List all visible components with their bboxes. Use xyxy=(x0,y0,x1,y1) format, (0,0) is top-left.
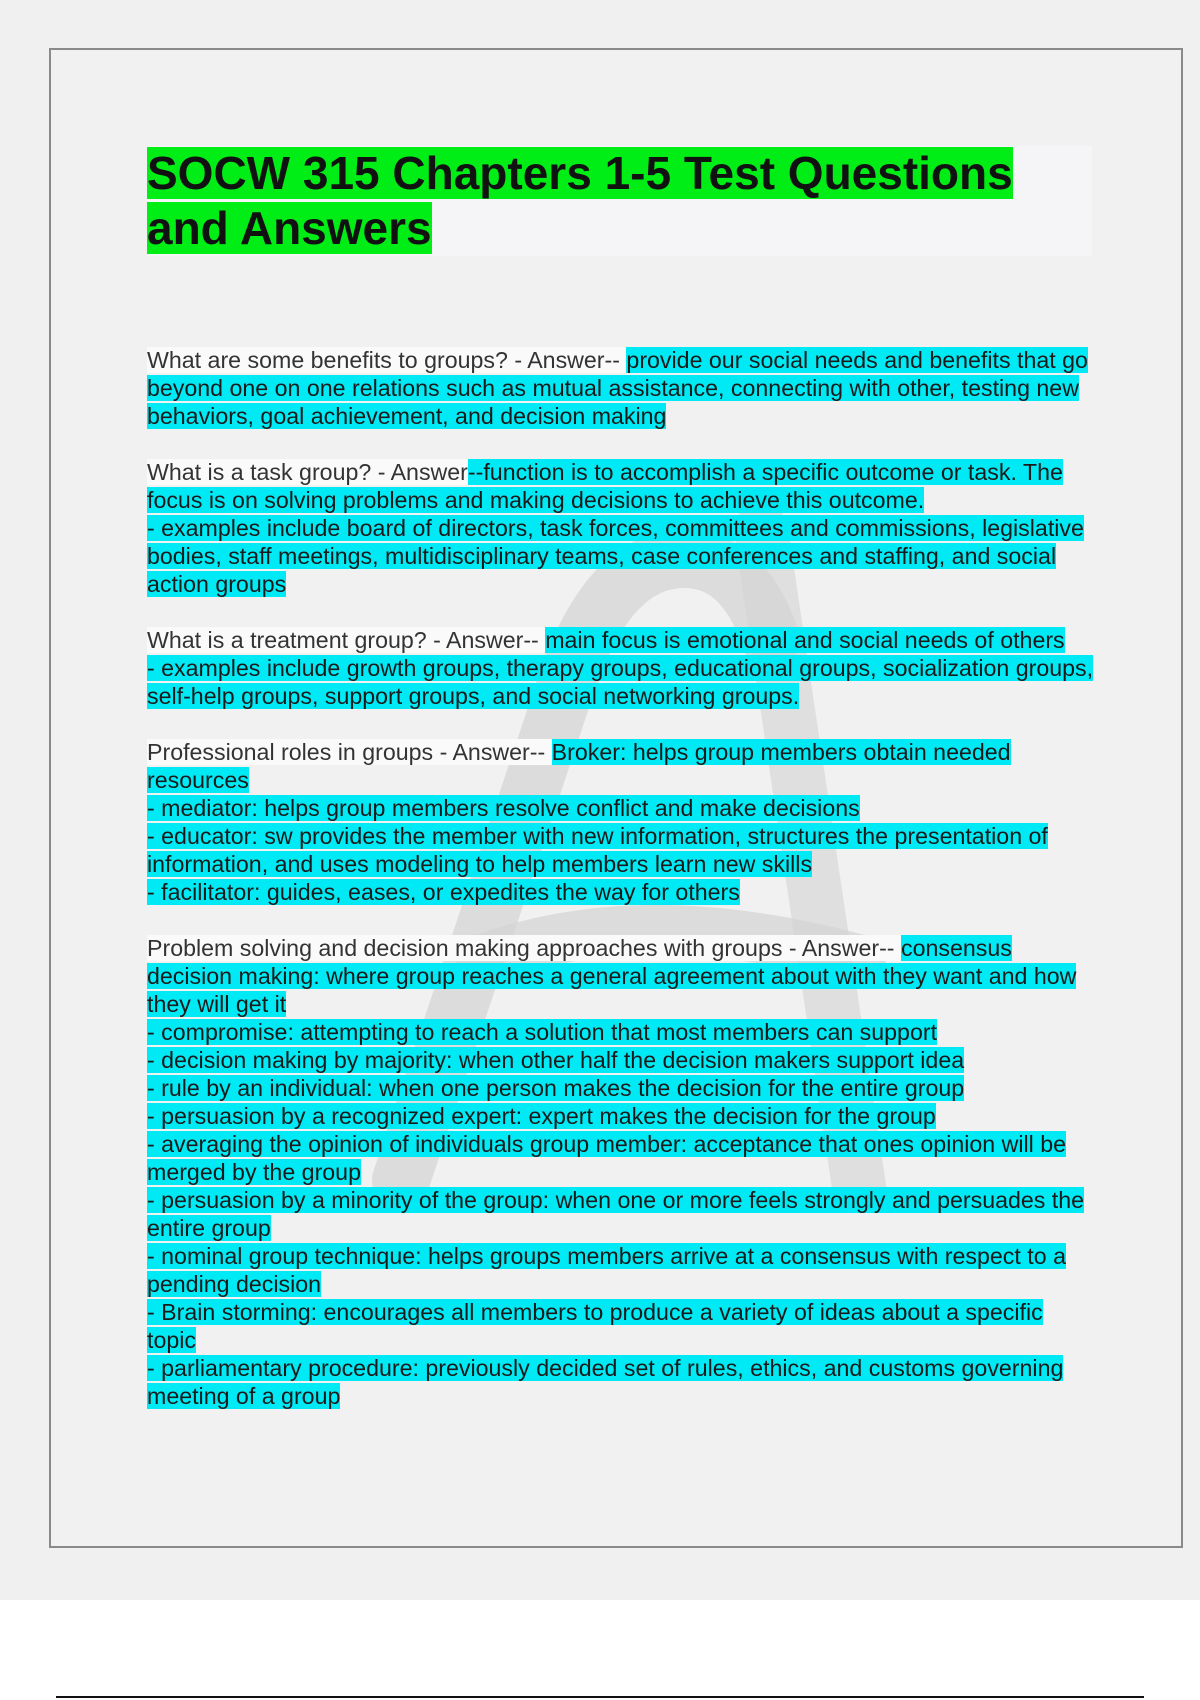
document-page xyxy=(49,48,1183,1548)
answer-text: main focus is emotional and social needs of others - examples include growth groups, therapy groups, educational groups, socialization groups, self-help groups, support groups, and social networking groups. xyxy=(147,627,1094,709)
question-text: What is a treatment group? - Answer-- xyxy=(147,627,546,653)
title-block xyxy=(147,146,1092,256)
qa-item-decision-making xyxy=(147,934,1097,1410)
question-text: Problem solving and decision making approaches with groups - Answer-- xyxy=(147,935,901,961)
qa-item-professional-roles xyxy=(147,738,1097,906)
answer-text: provide our social needs and benefits that go beyond one on one relations such as mutual assistance, connecting with other, testing new behaviors, goal achievement, and decision making xyxy=(147,347,1088,429)
question-text: Professional roles in groups - Answer-- xyxy=(147,739,552,765)
qa-list xyxy=(147,346,1097,1410)
qa-item-treatment-group xyxy=(147,626,1097,710)
answer-text: Broker: helps group members obtain needed resources - mediator: helps group members resolve conflict and make decisions - educator: sw provides the member with new information, structures the presentation of information, and uses modeling to help members learn new skills - facilitator: guides, eases, or expedites the way for others xyxy=(147,739,1048,905)
question-text: What is a task group? - Answer xyxy=(147,459,468,485)
qa-item-benefits xyxy=(147,346,1097,430)
answer-text: --function is to accomplish a specific outcome or task. The focus is on solving problems and making decisions to achieve this outcome. - examples include board of directors, task forces, committees and commissions, legislative bodies, staff meetings, multidisciplinary teams, case conferences and staffing, and social action groups xyxy=(147,459,1084,597)
question-text: What are some benefits to groups? - Answer-- xyxy=(147,347,627,373)
next-page-edge xyxy=(56,1696,1144,1698)
answer-text: consensus decision making: where group reaches a general agreement about with they want and how they will get it - compromise: attempting to reach a solution that most members can support - decision making by majority: when other half the decision makers support idea - rule by an individual: when one person makes the decision for the entire group - persuasion by a recognized expert: expert makes the decision for the group - averaging the opinion of individuals group member: acceptance that ones opinion will be merged by the group - persuasion by a minority of the group: when one or more feels strongly and persuades the entire group - nominal group technique: helps groups members arrive at a consensus with respect to a pending decision - Brain storming: encourages all members to produce a variety of ideas about a specific topic - parliamentary procedure: previously decided set of rules, ethics, and customs governing meeting of a group xyxy=(147,935,1085,1409)
document-title: SOCW 315 Chapters 1-5 Test Questions and Answers xyxy=(147,147,1013,254)
qa-item-task-group xyxy=(147,458,1097,598)
page-gap xyxy=(0,1600,1200,1700)
